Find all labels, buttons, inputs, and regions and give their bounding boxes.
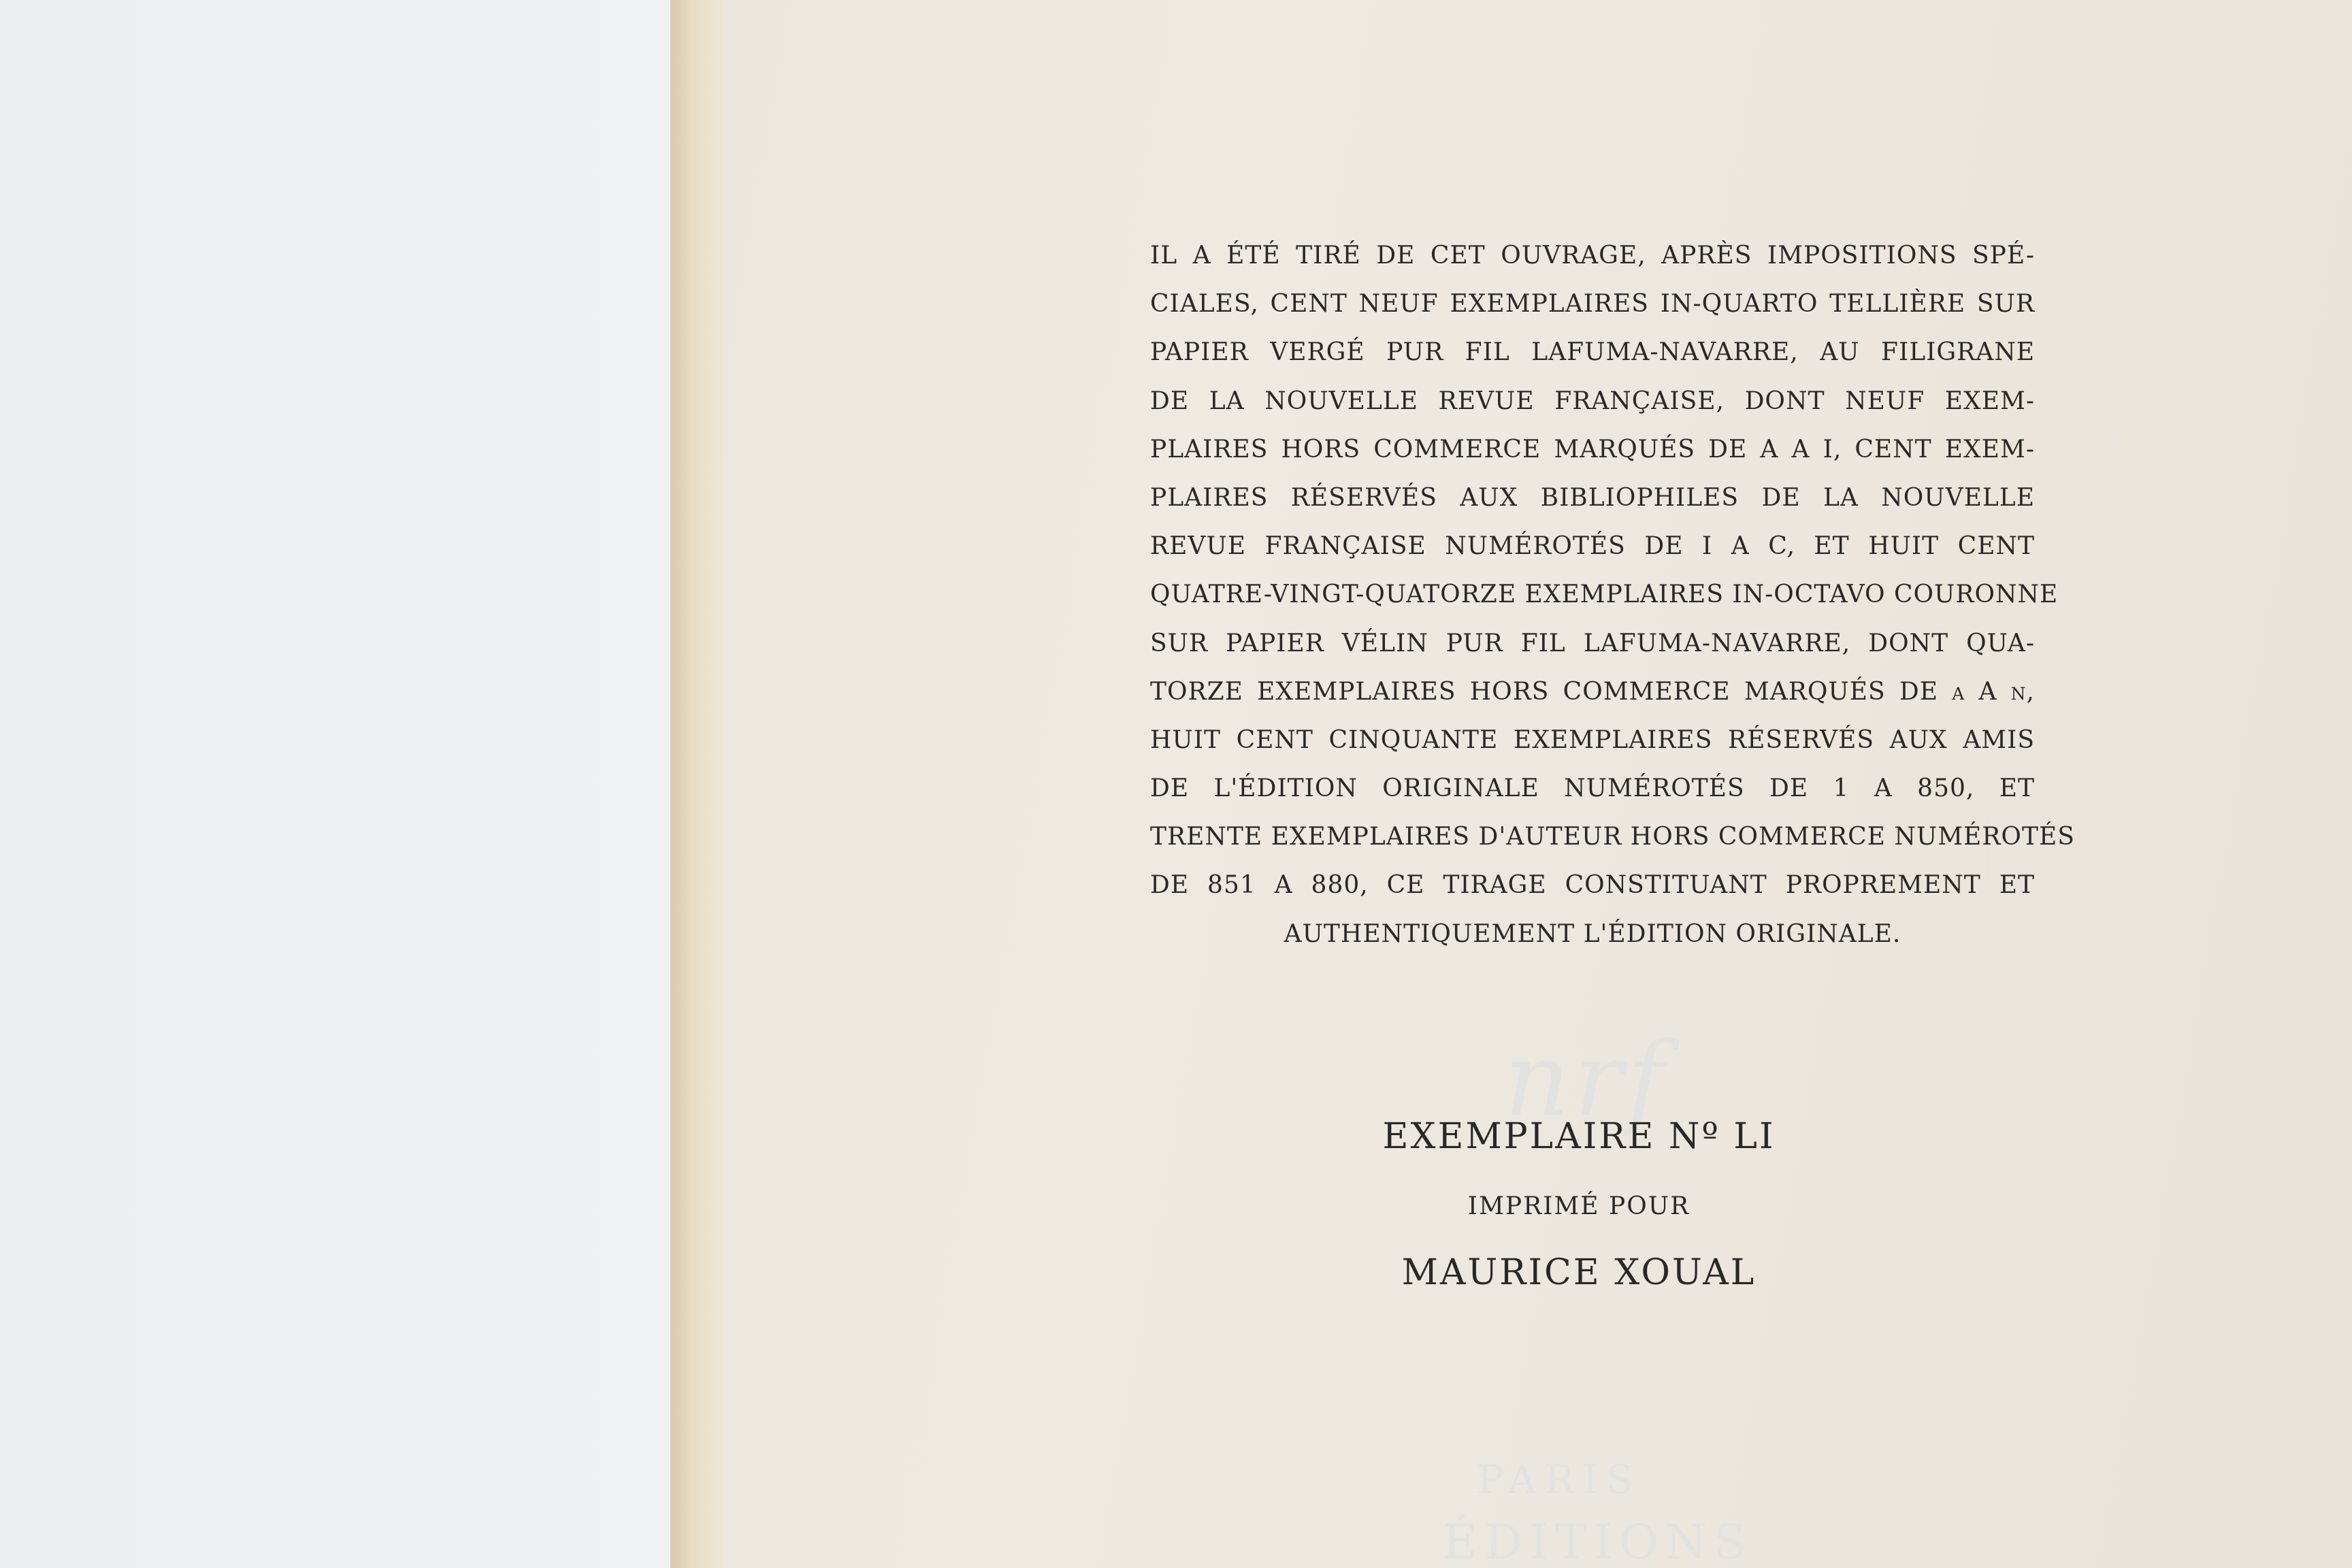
- owner-name: MAURICE XOUAL: [1401, 1252, 1757, 1293]
- text-line: AUTHENTIQUEMENT L'ÉDITION ORIGINALE.: [1284, 919, 1901, 948]
- text-line: PLAIRES HORS COMMERCE MARQUÉS DE A A I, CENT EXEM-: [1150, 435, 2035, 463]
- text-line: IL A ÉTÉ TIRÉ DE CET OUVRAGE, APRÈS IMPOSITIONS SPÉ-: [1150, 242, 2035, 270]
- justification-paragraph: [1150, 231, 2075, 958]
- printed-for-label: IMPRIMÉ POUR: [1467, 1192, 1690, 1220]
- text-line: PLAIRES RÉSERVÉS AUX BIBLIOPHILES DE LA NOUVELLE: [1150, 483, 2035, 512]
- text-line: HUIT CENT CINQUANTE EXEMPLAIRES RÉSERVÉS AUX AMIS: [1150, 725, 2035, 754]
- text-line: QUATRE-VINGT-QUATORZE EXEMPLAIRES IN-OCTAVO COURONNE: [1150, 581, 2059, 609]
- text-line: DE LA NOUVELLE REVUE FRANÇAISE, DONT NEUF EXEM-: [1150, 387, 2035, 415]
- text-line: TORZE EXEMPLAIRES HORS COMMERCE MARQUÉS DE a A n,: [1150, 677, 2035, 706]
- text-line: DE 851 A 880, CE TIRAGE CONSTITUANT PROPREMENT ET: [1150, 871, 2035, 900]
- text-line: PAPIER VERGÉ PUR FIL LAFUMA-NAVARRE, AU FILIGRANE: [1150, 338, 2035, 367]
- show-through-text-icon: PARIS: [1477, 1456, 1642, 1503]
- copy-number: EXEMPLAIRE Nº LI: [1382, 1116, 1776, 1157]
- text-line: SUR PAPIER VÉLIN PUR FIL LAFUMA-NAVARRE, DONT QUA-: [1150, 629, 2035, 657]
- show-through-text-icon: ÉDITIONS: [1443, 1514, 1753, 1568]
- text-line: DE L'ÉDITION ORIGINALE NUMÉROTÉS DE 1 A 850, ET: [1150, 774, 2035, 803]
- text-line: TRENTE EXEMPLAIRES D'AUTEUR HORS COMMERCE NUMÉROTÉS: [1150, 823, 2075, 851]
- text-line: REVUE FRANÇAISE NUMÉROTÉS DE I A C, ET HUIT CENT: [1150, 532, 2035, 561]
- show-through-logo-icon: nrf: [1504, 1021, 1669, 1139]
- text-line: CIALES, CENT NEUF EXEMPLAIRES IN-QUARTO TELLIÈRE SUR: [1150, 290, 2035, 318]
